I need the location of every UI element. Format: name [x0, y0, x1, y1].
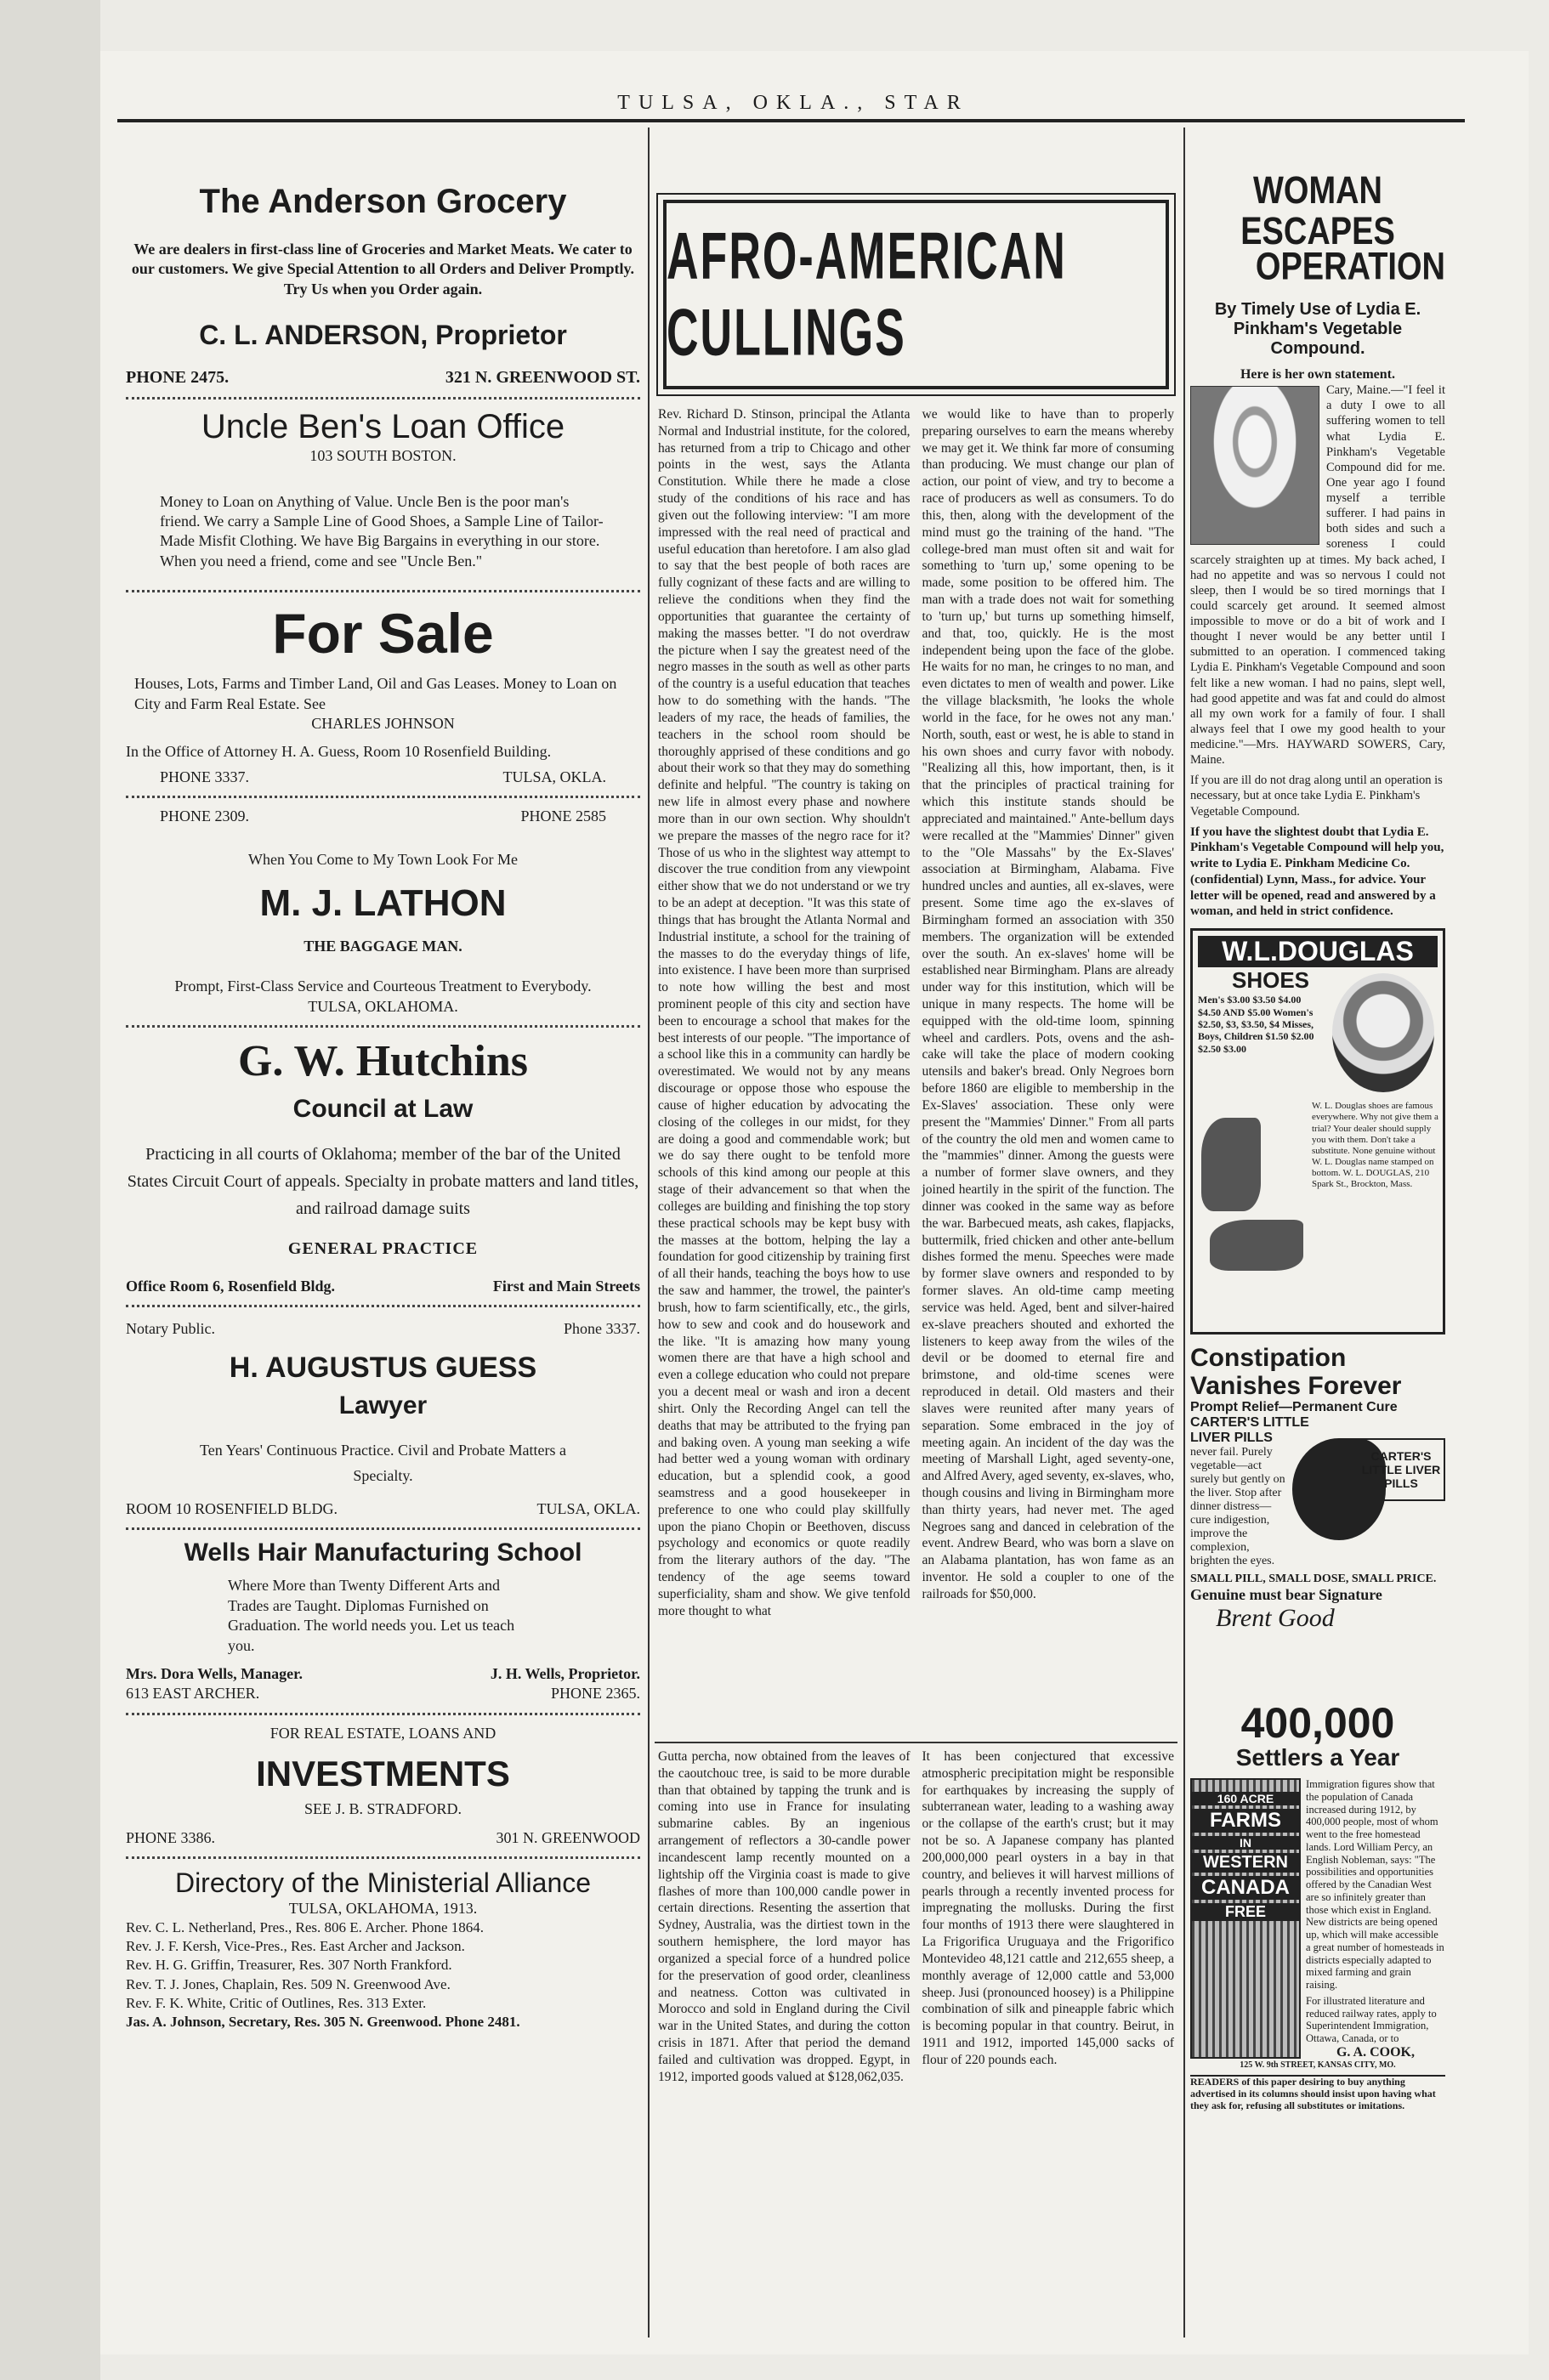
lathon-ad: [126, 807, 640, 1017]
pinkham-write: If you have the slightest doubt that Lydia E. Pinkham's Vegetable Compound will help you, write to Lydia E. Pinkham Medicine Co. (confidential) Lynn, Mass., for advice. Your letter will be opened, read and answered by a woman, and held in strict confidence.: [1190, 824, 1444, 919]
guess-body: Ten Years' Continuous Practice. Civil and Probate Matters a Specialty.: [200, 1441, 566, 1485]
pinkham-advice: If you are ill do not drag along until an operation is necessary, but at once take Lydia E. Pinkham's Vegetable Compound.: [1190, 774, 1443, 819]
guess-ad: [126, 1319, 640, 1519]
for-sale-city: TULSA, OKLA.: [502, 768, 606, 785]
directory-place: TULSA, OKLAHOMA, 1913.: [288, 1899, 478, 1917]
canada-box-line: 160 ACRE: [1192, 1792, 1299, 1805]
for-sale-office: In the Office of Attorney H. A. Guess, Room 10 Rosenfield Building.: [126, 743, 552, 761]
uncle-ben-ad: [126, 408, 640, 571]
guess-subtitle: Lawyer: [338, 1391, 428, 1420]
misc-right-text: It has been conjectured that excessive atmospheric precipitation might be responsible for earthquakes by increasing the supply of subterranean water, leading to a washing away or the collapse of the earth's crust; but it may not be so. A Japanese company has planted 200,000,000 pearl oysters in a bay in that country, and believes it will harvest millions of pearls through a recently invented process for impregnating the mollusks. During the first four months of 1913 there were slaughtered in La Frigorifica Uruguaya and the Frigorifico Montevideo 48,121 cattle and 212,655 sheep, a monthly average of 12,000 cattle and 53,000 sheep. Jusi (pronounced hoosey) is a Philippine combination of silk and pineapple fabric which is becoming popular in that country. Beirut, in 1911 and 1912, imported 145,000 sacks of flour of 220 pounds each.: [922, 1749, 1174, 2067]
hutchins-subtitle: Council at Law: [292, 1095, 474, 1124]
anderson-ad: [126, 183, 640, 388]
for-sale-name: CHARLES JOHNSON: [311, 714, 455, 732]
section-rule: [655, 1742, 1177, 1743]
pinkham-headline-1: WOMAN ESCAPES: [1240, 169, 1395, 253]
guess-title: H. AUGUSTUS GUESS: [229, 1351, 537, 1384]
anderson-proprietor: C. L. ANDERSON, Proprietor: [199, 320, 567, 351]
canada-ad: [1190, 1699, 1445, 2070]
hutchins-office: Office Room 6, Rosenfield Bldg.: [126, 1278, 335, 1295]
investments-title: INVESTMENTS: [256, 1754, 510, 1794]
guess-notary: Notary Public.: [126, 1320, 215, 1338]
wells-title: Wells Hair Manufacturing School: [184, 1538, 582, 1567]
woman-portrait: [1190, 386, 1319, 545]
canada-settlers: Settlers a Year: [1235, 1744, 1400, 1771]
directory-line: Rev. H. G. Griffin, Treasurer, Res. 307 North Frankford.: [126, 1957, 452, 1974]
hutchins-practice: GENERAL PRACTICE: [287, 1239, 479, 1259]
constipation-title-2: Vanishes Forever: [1190, 1371, 1402, 1400]
hutchins-body: Practicing in all courts of Oklahoma; member of the bar of the United States Circuit Court of appeals. Specialty in probate matters and land titles, and railroad damage suits: [127, 1145, 639, 1219]
lathon-subtitle: THE BAGGAGE MAN.: [304, 937, 462, 955]
cullings-title: AFRO-AMERICAN CULLINGS: [667, 219, 1067, 370]
hutchins-streets: First and Main Streets: [492, 1278, 640, 1295]
hutchins-title: G. W. Hutchins: [237, 1037, 529, 1086]
carters-prompt: Prompt Relief—Permanent Cure: [1190, 1399, 1398, 1414]
douglas-shoes: SHOES: [1232, 967, 1310, 994]
douglas-title: W.L.DOUGLAS: [1198, 936, 1438, 967]
wells-phone: PHONE 2365.: [550, 1685, 640, 1703]
uncle-ben-title: Uncle Ben's Loan Office: [201, 408, 565, 446]
carters-signature: Brent Good: [1216, 1603, 1335, 1632]
investments-ad: [126, 1724, 640, 1848]
column-cullings: [655, 183, 1177, 2258]
wells-address: 613 EAST ARCHER.: [126, 1685, 260, 1703]
constipation-title: Constipation: [1190, 1344, 1347, 1373]
carters-genuine: Genuine must bear Signature: [1190, 1585, 1382, 1603]
wells-body: Where More than Twenty Different Arts and Trades are Taught. Diplomas Furnished on Graduation. The world needs you. Let us teach you.: [228, 1577, 515, 1654]
column-divider-1: [648, 128, 650, 2338]
shoe-image: [1210, 1220, 1303, 1271]
douglas-prices: Men's $3.00 $3.50 $4.00 $4.50 AND $5.00 Women's $2.50, $3, $3.50, $4 Misses, Boys, Children $1.50 $2.00 $2.50 $3.00: [1198, 994, 1314, 1055]
investments-address: 301 N. GREENWOOD: [496, 1828, 640, 1846]
directory-line: Rev. F. K. White, Critic of Outlines, Res. 313 Exter.: [126, 1994, 427, 2011]
divider: [126, 796, 640, 798]
pinkham-sub: By Timely Use of Lydia E. Pinkham's Vegetable Compound.: [1214, 300, 1421, 359]
left-margin: [0, 0, 100, 2380]
douglas-ad: [1190, 928, 1445, 1334]
directory-line: Rev. T. J. Jones, Chaplain, Res. 509 N. Greenwood Ave.: [126, 1975, 451, 1992]
uncle-ben-address: 103 SOUTH BOSTON.: [309, 447, 457, 465]
canada-number: 400,000: [1240, 1699, 1395, 1748]
guess-room: ROOM 10 ROSENFIELD BLDG.: [126, 1500, 338, 1517]
pinkham-ad: [1190, 169, 1445, 920]
lathon-city: TULSA, OKLAHOMA.: [308, 997, 458, 1015]
wells-proprietor: J. H. Wells, Proprietor.: [490, 1664, 640, 1682]
divider: [126, 1856, 640, 1859]
wells-ad: [126, 1538, 640, 1703]
canada-box-line: FREE: [1192, 1903, 1299, 1921]
for-sale-ad: [126, 601, 640, 787]
anderson-title: The Anderson Grocery: [199, 183, 567, 220]
canada-farms-graphic: [1190, 1778, 1301, 2059]
column-ads-right: [1190, 169, 1445, 2111]
carters-name: CARTER'S LITTLE LIVER PILLS: [1190, 1414, 1309, 1445]
anderson-phone: PHONE 2475.: [126, 368, 230, 388]
cullings-header-box: [663, 200, 1169, 389]
column-ads-left: [126, 183, 640, 2032]
canada-contact: For illustrated literature and reduced railway rates, apply to Superintendent Immigration, Ottawa, Canada, or to: [1306, 1994, 1437, 2045]
cullings-left-text: Rev. Richard D. Stinson, principal the Atlanta Normal and Industrial institute, for the colored, has returned from a trip to Chicago and other points in the west, says the Atlanta Constitution. While there he made a close study of the conditions of his race and has given out the following interview: "I am more impressed with the real need of practical and useful education than heretofore. I am also glad to say that the best people of both races are fully cognizant of these facts and are willing to relieve the conditions when they find the opportunities that guarantee the certainty of making the masses better. "I do not overdraw the picture when I say the greatest need of the negro masses in the south as well as other parts of the country is a useful education that teaches how to do something with the hands. "The leaders of my race, the heads of families, the teachers in the school room should be thoroughly apprised of these conditions and go about their work so that they may do something definite and helpful. "The country is taking on new life in almost every phase and nowhere more than in our own section. Why shouldn't we prepare the masses of the negro race for it? Those of us who in the slightest way attempt to discover the true condition from any viewpoint either show that we do not understand or we try to be an adept at deception. "It was this state of things that has brought the Atlanta Normal and Industrial institute, a school for the training of the masses to do the everyday things of life, into existence. I have been more than surprised to note how willing the best and most prominent people of this city and section have been to encourage a school that makes for the best interests of our people. "The importance of a school like this in a community can hardly be overestimated. We would not by any means discourage or oppose those who espouse the cause of higher education by advocating the closing of the colleges in our midst, for they are doing a good and commendable work; but we do say there ought to be tenfold more schools of this kind among our people at this stage of their advancement so that when the colleges are building and finishing the top story these practical schools may be kept busy with the masses at the bottom, helping the lay a foundation for good citizenship by training first of all their hands, teaching the boys how to use the saw and hammer, the trowel, the painter's brush, how to farm scientifically, etc., the girls, how to sew and cook and do housework and the like. "It is amazing how many young women there are that have a high school and even a college education who could not prepare you a decent meal or wash and iron a decent shirt. Only the Recording Angel can tell the deaths that may be attributed to the frying pan and baking oven. A young man seeking a wife had better wed a young woman with ordinary education, but a splendid cook, a good seamstress and a good housekeeper in preference to one who could play skillfully upon the piano Chopin or Beethoven, discuss psychology and economics or quote readily from the literary authors of the day. "The tendency of the age seems toward superficiality, sham and show. We give tenfold more thought to what: [658, 407, 911, 1618]
lathon-intro: When You Come to My Town Look For Me: [248, 851, 518, 869]
readers-note: READERS of this paper desiring to buy anything advertised in its columns should insist upon having what they ask for, refusing all substitutes or imitations.: [1190, 2075, 1436, 2111]
divider: [126, 1305, 640, 1307]
lathon-title: M. J. LATHON: [259, 881, 507, 924]
directory-title: Directory of the Ministerial Alliance: [174, 1867, 592, 1898]
guess-phone: Phone 3337.: [564, 1320, 640, 1338]
pinkham-body: Cary, Maine.—"I feel it a duty I owe to all suffering women to tell what Lydia E. Pinkham's Vegetable Compound did for me. One year ago I found myself a terrible sufferer. I had pains in both sides and such a soreness I could scarcely straighten up at times. My back ached, I had no appetite and was so nervous I could not sleep, then I would be so tired mornings that I could scarcely get around. It seemed almost impossible to move or do a bit of work and I thought I never would be any better until I submitted to an operation. I commenced taking Lydia E. Pinkham's Vegetable Compound and soon felt like a new woman. I had no pains, slept well, had good appetite and was fat and could do almost all my own work for a family of four. I shall always feel that I owe my good health to your medicine."—Mrs. HAYWARD SOWERS, Cary, Maine.: [1190, 383, 1445, 768]
pinkham-statement: Here is her own statement.: [1240, 367, 1396, 382]
divider: [126, 1713, 640, 1715]
misc-left-text: Gutta percha, now obtained from the leaves of the caoutchouc tree, is said to be more durable than that obtained by tapping the trunk and is coming into use in France for insulating submarine cables. By an ingenious arrangement of reflectors a 30-candle power incandescent lamp recently mounted on a lightship off the Virginia coast is made to give flashes of more than 100,000 candle power in certain directions. Resenting the assertion that Sydney, Australia, was the dirtiest town in the southern hemisphere, the lord mayor has organized a special force of a hundred police for the preservation of good order, cleanliness and neatness. Cotton was cultivated in Morocco and sold in England during the Civil war in the United States, and during the cotton crisis in 1871. After that period the demand failed and cultivation was dropped. Egypt, in 1912, imported goods valued at $128,062,035.: [658, 1749, 911, 2084]
directory-line: Jas. A. Johnson, Secretary, Res. 305 N. Greenwood. Phone 2481.: [126, 2013, 520, 2030]
directory-line: Rev. J. F. Kersh, Vice-Pres., Res. East Archer and Jackson.: [126, 1938, 465, 1955]
ministerial-directory: [126, 1867, 640, 2032]
canada-box-line: WESTERN: [1192, 1853, 1299, 1873]
canada-box-line: IN: [1192, 1836, 1299, 1850]
divider: [126, 1025, 640, 1028]
investments-intro: FOR REAL ESTATE, LOANS AND: [270, 1724, 496, 1742]
masthead-rule: [117, 119, 1465, 122]
cullings-right-text: we would like to have than to properly preparing ourselves to earn the means whereby we may get it. We think far more of consuming than producing. We must change our plan of action, our point of view, and try to become a race of producers as well as consumers. To do this, then, along with the development of the mind must go the training of the hand. "The college-bred man must often sit and wait for something to 'turn up,' some opening to be made, some position to be offered him. The man with a trade does not wait for something to 'turn up,' but turns up something himself, and that, too, quickly. He is the most independent being upon the face of the globe. He waits for no man, he cringes to no man, and even dictates to men of wealth and power. Like the village blacksmith, 'he looks the whole world in the face, for he owes not any man.' North, south, east or west, he is able to stand in his own shoes and curry favor with nobody. "Realizing all this, how important, then, is it that the principles of practical training for which this institute stands should be appreciated and maintained." Ante-bellum days were recalled at the "Mammies' Dinner" given to the "Ole Massahs" by the Ex-Slaves' association at Birmingham, Alabama. Five hundred uncles and aunties, all ex-slaves, were present. Some time ago the ex-slaves of Birmingham formed an association with 350 members. The organization will be extended over the south. An ex-slaves' home will be established near Birmingham. Plans are already under way for this institution, which will be unique in many respects. The home will be equipped with the old-time loom, spinning wheel and cardlers. Pots, ovens and the ash-cake will take the place of modern cooking utensils and baker's bread. Only Negroes born before 1860 are eligible to membership in the Ex-Slaves' association. These only were present the "Mammies' Dinner." From all parts of the country the old men and women came to the "mammies" dinner. Among the guests were a number of former slave owners, and they joined heartily in the spirit of the function. The dinner was cooked in the same way as before the war. Barbecued meats, ash cakes, flapjacks, buttermilk, fried chicken and other ante-bellum dishes formed the menu. Speeches were made by former slave owners and responded to by former slaves. An old-time camp meeting service was held. Aged, bent and silver-haired ex-slave preachers shouted and exhorted the listeners to keep away from the wiles of the devil or be doomed to eternal fire and brimstone, and old-time scenes were reproduced in detail. Old masters and their slaves were reunited after many years of separation. Some embraced in the joy of meeting again. An incident of the day was the meeting of Marshall Light, aged seventy-one, and Alfred Avery, aged seventy, ex-slaves, who, though cousins and living in Birmingham more than thirty years, had never met. The aged Negroes sang and danced in celebration of the event. Andrew Beard, who was born a slave on an Alabama plantation, has won fame as an inventor. He sold a coupler to one of the railroads for $50,000.: [922, 407, 1174, 1601]
canada-address: 125 W. 9th STREET, KANSAS CITY, MO.: [1240, 2060, 1396, 2070]
carters-ad: [1190, 1345, 1445, 1702]
pinkham-headline-2: OPERATION: [1255, 245, 1445, 288]
anderson-address: 321 N. GREENWOOD ST.: [445, 368, 640, 388]
guess-city: TULSA, OKLA.: [536, 1500, 640, 1517]
canada-agent: G. A. COOK,: [1336, 2044, 1415, 2060]
anderson-body: We are dealers in first-class line of Groceries and Market Meats. We cater to our customers. We give Special Attention to all Orders and Deliver Promptly. Try Us when you Order again.: [131, 241, 635, 298]
wells-manager: Mrs. Dora Wells, Manager.: [126, 1664, 303, 1682]
canada-box-line: CANADA: [1192, 1876, 1299, 1900]
canada-box-line: FARMS: [1192, 1809, 1299, 1833]
douglas-portrait: [1332, 973, 1434, 1092]
lathon-body: Prompt, First-Class Service and Courteous Treatment to Everybody.: [174, 978, 592, 995]
lathon-phone-left: PHONE 2309.: [160, 808, 250, 825]
investments-see: SEE J. B. STRADFORD.: [304, 1800, 462, 1818]
for-sale-body: Houses, Lots, Farms and Timber Land, Oil and Gas Leases. Money to Loan on City and Farm Real Estate. See: [134, 675, 617, 712]
column-divider-2: [1183, 128, 1185, 2338]
investments-phone: PHONE 3386.: [126, 1828, 216, 1846]
divider: [126, 590, 640, 592]
lathon-phone-right: PHONE 2585: [520, 808, 606, 825]
for-sale-title: For Sale: [272, 602, 494, 666]
shoe-image: [1201, 1118, 1261, 1211]
directory-line: Rev. C. L. Netherland, Pres., Res. 806 E. Archer. Phone 1864.: [126, 1919, 484, 1936]
uncle-ben-body: Money to Loan on Anything of Value. Uncle Ben is the poor man's friend. We carry a Sample Line of Good Shoes, a Sample Line of Tailor-Made Misfit Clothing. We have Big Bargains in everything in our store. When you need a friend, come and see "Uncle Ben.": [160, 492, 604, 570]
divider: [126, 1527, 640, 1530]
divider: [126, 397, 640, 400]
douglas-note: W. L. Douglas shoes are famous everywhere. Why not give them a trial? Your dealer should supply you with them. Don't take a substitute. None genuine without W. L. Douglas name stamped on bottom. W. L. DOUGLAS, 210 Spark St., Brockton, Mass.: [1312, 1101, 1438, 1190]
hutchins-ad: [126, 1036, 640, 1296]
for-sale-phone: PHONE 3337.: [160, 768, 250, 785]
canada-text: Immigration figures show that the population of Canada increased during 1912, by 400,000 people, most of whom went to the free homestead lands. Lord William Percy, an English Nobleman, says: "The possibilities and opportunities offered by the Canadian West are so infinitely greater than those which exist in England. New districts are being opened up, which will make accessible a great number of homesteads in districts especially adapted to mixed farming and grain raising.: [1306, 1778, 1444, 1992]
masthead: TULSA, OKLA., STAR: [617, 92, 969, 114]
carters-box-logo: CARTER'S LITTLE LIVER PILLS: [1357, 1438, 1445, 1501]
carters-text: never fail. Purely vegetable—act surely but gently on the liver. Stop after dinner distress—cure indigestion, improve the complexion, brighten the eyes.: [1190, 1445, 1285, 1568]
carters-small: SMALL PILL, SMALL DOSE, SMALL PRICE.: [1190, 1572, 1437, 1585]
